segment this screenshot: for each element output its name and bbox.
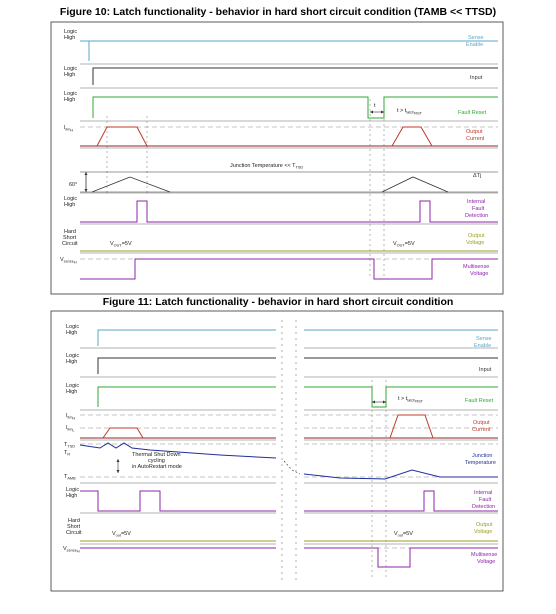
fig11-tsd-arrow-top <box>117 459 120 462</box>
fig11-annot-tsd-3: in AutoRestart mode <box>132 464 182 470</box>
fig11-annot-vout-2: $V_{out}=5V$ <box>394 531 413 538</box>
fig11-annot-tsd-1: Thermal Shut Down <box>132 452 181 458</box>
fig10-label-logic-1b: High <box>64 35 76 41</box>
fig10-annot-vout-2: $V_{OUT}=5V$ <box>393 241 415 248</box>
fig10-dtj-triangle-1 <box>92 177 170 192</box>
fig10-right-oc-2: Current <box>466 136 485 142</box>
fig11-annot-vout-1: $V_{out}=5V$ <box>112 531 131 538</box>
figure-11-timing-diagram <box>0 310 556 596</box>
fig11-label-logic-3b: High <box>66 389 78 395</box>
fig10-label-hsc-3: Circuit <box>62 241 78 247</box>
figure-10-timing-diagram <box>0 21 556 296</box>
fig10-right-input: Input <box>470 75 483 81</box>
fig10-output-current-pulse-1 <box>97 127 147 146</box>
fig11-right-jt-1: Junction <box>472 453 493 459</box>
fig10-label-logic-3a: Logic <box>64 91 78 97</box>
fig11-junction-temperature-b <box>304 470 498 479</box>
fig11-annot-tsd-2: cycling <box>148 458 165 464</box>
fig10-label-logic-4b: High <box>64 202 76 208</box>
fig11-label-logic-4b: High <box>66 493 78 499</box>
fig10-sense-enable-signal <box>89 41 498 61</box>
fig10-label-vsense: $V_{sense}H$ <box>60 257 77 265</box>
fig10-label-logic-3b: High <box>64 97 76 103</box>
fig10-multisense-signal <box>80 259 498 279</box>
fig11-right-fault-reset: Fault Reset <box>465 398 494 404</box>
fig11-right-ifd-2: Fault <box>479 497 492 503</box>
fig11-label-logic-2b: High <box>66 359 78 365</box>
fig10-label-hsc-1: Hard <box>64 229 76 235</box>
fig10-input-signal <box>93 68 498 85</box>
fig10-right-sense-1: Sense <box>468 35 484 41</box>
figure-10-row-separators <box>80 64 498 253</box>
fig10-internal-fault-signal <box>80 201 498 222</box>
fig10-label-ilim: $I_{lim}H$ <box>64 125 74 133</box>
fig10-right-ifd-3: Detection <box>465 213 489 219</box>
fig11-label-tr: $T_R$ <box>64 450 71 457</box>
fig11-label-hsc-2: Short <box>67 524 81 530</box>
fig11-right-jt-2: Temperature <box>465 460 496 466</box>
fig11-label-ilim-l: $I_{lim}L$ <box>66 425 75 433</box>
fig10-label-deg: 60° <box>69 182 78 188</box>
fig11-output-current-pulse-1 <box>103 428 143 438</box>
fig11-internal-fault-signal-a <box>80 491 276 511</box>
fig11-right-oc-1: Output <box>473 420 490 426</box>
fig11-right-input: Input <box>479 367 492 373</box>
fig11-label-vsense: $V_{sense}H$ <box>63 546 80 554</box>
fig11-right-ov-1: Output <box>476 522 493 528</box>
fig11-ilim-levels <box>80 415 498 428</box>
fig10-label-logic-2a: Logic <box>64 66 78 72</box>
fig10-right-fault-reset: Fault Reset <box>458 110 487 116</box>
figure-11-time-break <box>282 320 296 582</box>
fig10-annot-t: t <box>374 103 376 109</box>
fig10-label-hsc-2: Short <box>63 235 77 241</box>
fig10-annot-t-cond: $t > t_{latch}RST$ <box>397 108 422 116</box>
figure-11-title: Figure 11: Latch functionality - behavior in hard short circuit condition <box>102 296 454 308</box>
fig11-right-ms-2: Voltage <box>477 559 496 565</box>
fig11-right-ov-2: Voltage <box>474 529 493 535</box>
fig10-fault-reset-signal <box>93 97 498 118</box>
figure-10-guide-lines <box>107 99 384 276</box>
fig10-annot-vout-1: $V_{OUT}=5V$ <box>110 241 132 248</box>
fig10-right-ms-1: Multisense <box>463 264 490 270</box>
fig10-right-oc-1: Output <box>466 129 483 135</box>
fig10-label-logic-4a: Logic <box>64 196 78 202</box>
fig10-dtj-triangle-2 <box>382 177 448 192</box>
figure-11-row-separators <box>80 348 498 544</box>
fig11-label-logic-4a: Logic <box>66 487 80 493</box>
figure-11-frame <box>51 311 503 591</box>
fig10-t-arrow-left <box>370 111 373 114</box>
fig11-output-current-pulse-2 <box>390 415 433 438</box>
fig11-sense-enable-signal-a <box>98 330 276 346</box>
fig11-internal-fault-signal-b <box>304 491 498 511</box>
fig10-right-ov-2: Voltage <box>466 240 485 246</box>
fig10-dtj-arrow-top <box>85 172 88 175</box>
fig10-right-ov-1: Output <box>468 233 485 239</box>
fig11-label-ttsd: $T_{TSD}$ <box>64 442 75 449</box>
figure-10-title: Figure 10: Latch functionality - behavior in hard short circuit condition (TAMB << TTSD) <box>59 6 497 18</box>
fig11-right-oc-2: Current <box>472 427 491 433</box>
fig11-right-sense-2: Enable <box>474 343 492 349</box>
fig10-output-current-pulse-2 <box>392 127 432 146</box>
fig11-junction-temperature-gap <box>284 461 300 474</box>
fig11-label-tamb: $T_{AMB}$ <box>64 474 76 481</box>
fig11-fault-reset-signal-a <box>98 387 276 407</box>
fig10-annot-junction: Junction Temperature << $T_{TSD}$ <box>230 163 304 170</box>
fig10-right-ms-2: Voltage <box>470 271 489 277</box>
fig11-label-logic-1b: High <box>66 330 78 336</box>
fig11-right-ms-1: Multisense <box>471 552 498 558</box>
fig11-annot-t-cond: $t > t_{latch}RST$ <box>398 396 423 404</box>
fig11-label-logic-1a: Logic <box>66 324 80 330</box>
fig11-tsd-arrow-bottom <box>117 470 120 473</box>
fig11-label-logic-3a: Logic <box>66 383 80 389</box>
fig11-multisense-signal-b <box>304 548 498 567</box>
fig11-label-hsc-1: Hard <box>68 518 80 524</box>
fig10-dtj-arrow-bottom <box>85 189 88 192</box>
fig11-label-hsc-3: Circuit <box>66 530 82 536</box>
fig10-right-dtj: ΔTj <box>473 173 482 179</box>
fig10-right-sense-2: Enable <box>466 42 484 48</box>
fig10-label-logic-2b: High <box>64 72 76 78</box>
fig11-right-sense-1: Sense <box>476 336 492 342</box>
fig11-label-logic-2a: Logic <box>66 353 80 359</box>
fig10-label-logic-1a: Logic <box>64 29 78 35</box>
fig11-label-ilim-h: $I_{lim}H$ <box>66 413 76 421</box>
fig10-right-ifd-1: Internal <box>467 199 486 205</box>
fig11-input-signal-a <box>98 358 276 374</box>
fig11-right-ifd-3: Detection <box>472 504 496 510</box>
fig11-right-ifd-1: Internal <box>474 490 493 496</box>
fig10-right-ifd-2: Fault <box>472 206 485 212</box>
